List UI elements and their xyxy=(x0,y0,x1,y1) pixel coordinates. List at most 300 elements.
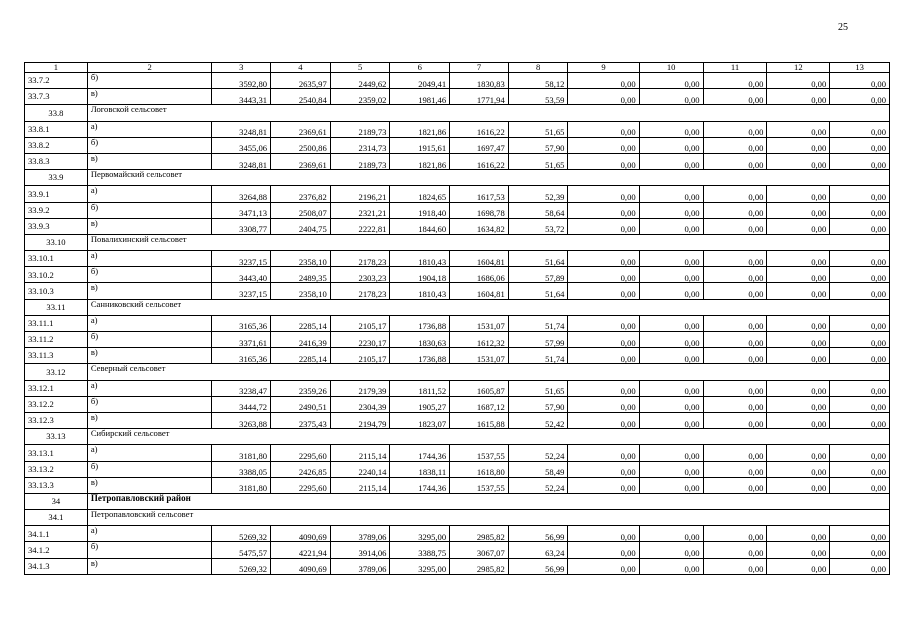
value-cell: 3789,06 xyxy=(330,558,390,574)
value-cell: 0,00 xyxy=(639,315,703,331)
value-cell: 1618,80 xyxy=(450,461,509,477)
value-cell: 0,00 xyxy=(568,526,639,542)
value-cell: 0,00 xyxy=(568,202,639,218)
value-cell: 1736,88 xyxy=(390,315,450,331)
value-cell: 0,00 xyxy=(568,542,639,558)
section-row xyxy=(25,510,890,526)
table-row xyxy=(25,558,890,574)
value-cell: 2369,61 xyxy=(271,153,331,169)
section-row xyxy=(25,493,890,509)
value-cell: 2358,10 xyxy=(271,283,331,299)
value-cell: 0,00 xyxy=(568,477,639,493)
value-cell: 0,00 xyxy=(830,348,890,364)
row-code: 33.7.2 xyxy=(25,73,88,89)
value-cell: 2490,51 xyxy=(271,396,331,412)
value-cell: 2416,39 xyxy=(271,332,331,348)
value-cell: 57,90 xyxy=(508,396,568,412)
value-cell: 2295,60 xyxy=(271,445,331,461)
value-cell: 0,00 xyxy=(703,251,767,267)
value-cell: 0,00 xyxy=(639,412,703,428)
value-cell: 3443,40 xyxy=(212,267,271,283)
value-cell: 0,00 xyxy=(703,73,767,89)
value-cell: 0,00 xyxy=(767,542,830,558)
value-cell: 0,00 xyxy=(767,186,830,202)
section-code: 33.9 xyxy=(25,170,88,186)
value-cell: 0,00 xyxy=(767,267,830,283)
row-code: 33.9.1 xyxy=(25,186,88,202)
value-cell: 3264,88 xyxy=(212,186,271,202)
column-header: 1 xyxy=(25,63,88,73)
value-cell: 4221,94 xyxy=(271,542,331,558)
value-cell: 0,00 xyxy=(639,461,703,477)
value-cell: 1537,55 xyxy=(450,445,509,461)
value-cell: 0,00 xyxy=(703,283,767,299)
value-cell: 1821,86 xyxy=(390,121,450,137)
value-cell: 3295,00 xyxy=(390,526,450,542)
section-code: 33.12 xyxy=(25,364,88,380)
value-cell: 1616,22 xyxy=(450,153,509,169)
value-cell: 1821,86 xyxy=(390,153,450,169)
value-cell: 3592,80 xyxy=(212,73,271,89)
value-cell: 0,00 xyxy=(830,526,890,542)
tariff-table xyxy=(24,62,890,575)
value-cell: 0,00 xyxy=(639,396,703,412)
row-variant: б) xyxy=(87,202,212,218)
row-variant: а) xyxy=(87,251,212,267)
value-cell: 0,00 xyxy=(568,218,639,234)
row-code: 33.12.1 xyxy=(25,380,88,396)
section-code: 33.13 xyxy=(25,429,88,445)
value-cell: 1824,65 xyxy=(390,186,450,202)
value-cell: 0,00 xyxy=(639,558,703,574)
value-cell: 0,00 xyxy=(830,445,890,461)
value-cell: 58,49 xyxy=(508,461,568,477)
value-cell: 0,00 xyxy=(568,267,639,283)
value-cell: 2295,60 xyxy=(271,477,331,493)
value-cell: 0,00 xyxy=(767,412,830,428)
row-code: 33.11.1 xyxy=(25,315,88,331)
column-header: 7 xyxy=(450,63,509,73)
value-cell: 1838,11 xyxy=(390,461,450,477)
value-cell: 0,00 xyxy=(767,558,830,574)
value-cell: 1612,32 xyxy=(450,332,509,348)
value-cell: 2304,39 xyxy=(330,396,390,412)
value-cell: 0,00 xyxy=(639,332,703,348)
value-cell: 0,00 xyxy=(767,445,830,461)
value-cell: 3181,80 xyxy=(212,445,271,461)
section-name: Санниковский сельсовет xyxy=(87,299,889,315)
value-cell: 2449,62 xyxy=(330,73,390,89)
value-cell: 0,00 xyxy=(703,348,767,364)
value-cell: 2049,41 xyxy=(390,73,450,89)
section-name: Первомайский сельсовет xyxy=(87,170,889,186)
column-header: 9 xyxy=(568,63,639,73)
row-code: 33.9.2 xyxy=(25,202,88,218)
value-cell: 3165,36 xyxy=(212,315,271,331)
value-cell: 0,00 xyxy=(703,461,767,477)
value-cell: 0,00 xyxy=(767,396,830,412)
row-variant: а) xyxy=(87,380,212,396)
column-header: 4 xyxy=(271,63,331,73)
section-row xyxy=(25,105,890,121)
row-variant: в) xyxy=(87,477,212,493)
value-cell: 0,00 xyxy=(568,412,639,428)
table-row xyxy=(25,251,890,267)
value-cell: 0,00 xyxy=(568,121,639,137)
row-variant: в) xyxy=(87,348,212,364)
value-cell: 3237,15 xyxy=(212,251,271,267)
value-cell: 0,00 xyxy=(830,332,890,348)
value-cell: 3165,36 xyxy=(212,348,271,364)
row-variant: б) xyxy=(87,332,212,348)
value-cell: 0,00 xyxy=(703,89,767,105)
value-cell: 1830,63 xyxy=(390,332,450,348)
value-cell: 0,00 xyxy=(830,542,890,558)
value-cell: 51,74 xyxy=(508,315,568,331)
value-cell: 0,00 xyxy=(830,267,890,283)
section-name: Петропавловский сельсовет xyxy=(87,510,889,526)
value-cell: 2115,14 xyxy=(330,477,390,493)
row-code: 33.8.3 xyxy=(25,153,88,169)
section-code: 34 xyxy=(25,493,88,509)
value-cell: 51,64 xyxy=(508,251,568,267)
value-cell: 0,00 xyxy=(767,218,830,234)
value-cell: 0,00 xyxy=(767,202,830,218)
value-cell: 5475,57 xyxy=(212,542,271,558)
value-cell: 3444,72 xyxy=(212,396,271,412)
value-cell: 1981,46 xyxy=(390,89,450,105)
value-cell: 1687,12 xyxy=(450,396,509,412)
value-cell: 0,00 xyxy=(703,267,767,283)
value-cell: 52,42 xyxy=(508,412,568,428)
value-cell: 0,00 xyxy=(767,477,830,493)
value-cell: 0,00 xyxy=(767,121,830,137)
value-cell: 2321,21 xyxy=(330,202,390,218)
value-cell: 2303,23 xyxy=(330,267,390,283)
column-header: 5 xyxy=(330,63,390,73)
value-cell: 2500,86 xyxy=(271,137,331,153)
value-cell: 51,65 xyxy=(508,121,568,137)
value-cell: 2222,81 xyxy=(330,218,390,234)
value-cell: 0,00 xyxy=(568,73,639,89)
page-number: 25 xyxy=(838,22,848,33)
value-cell: 0,00 xyxy=(568,251,639,267)
section-name: Сибирский сельсовет xyxy=(87,429,889,445)
table-row xyxy=(25,218,890,234)
section-row xyxy=(25,234,890,250)
row-variant: в) xyxy=(87,218,212,234)
row-variant: в) xyxy=(87,89,212,105)
value-cell: 0,00 xyxy=(830,396,890,412)
value-cell: 0,00 xyxy=(767,348,830,364)
row-variant: б) xyxy=(87,542,212,558)
section-code: 34.1 xyxy=(25,510,88,526)
column-header: 11 xyxy=(703,63,767,73)
value-cell: 1810,43 xyxy=(390,251,450,267)
value-cell: 58,12 xyxy=(508,73,568,89)
value-cell: 0,00 xyxy=(639,477,703,493)
value-cell: 0,00 xyxy=(568,461,639,477)
value-cell: 0,00 xyxy=(639,251,703,267)
value-cell: 3371,61 xyxy=(212,332,271,348)
value-cell: 5269,32 xyxy=(212,558,271,574)
value-cell: 0,00 xyxy=(767,526,830,542)
table-row xyxy=(25,332,890,348)
row-variant: а) xyxy=(87,315,212,331)
value-cell: 0,00 xyxy=(703,121,767,137)
value-cell: 2240,14 xyxy=(330,461,390,477)
value-cell: 1604,81 xyxy=(450,251,509,267)
value-cell: 52,24 xyxy=(508,477,568,493)
value-cell: 0,00 xyxy=(767,73,830,89)
value-cell: 2178,23 xyxy=(330,283,390,299)
value-cell: 0,00 xyxy=(568,283,639,299)
value-cell: 1605,87 xyxy=(450,380,509,396)
value-cell: 2985,82 xyxy=(450,558,509,574)
value-cell: 0,00 xyxy=(703,542,767,558)
value-cell: 1617,53 xyxy=(450,186,509,202)
value-cell: 57,99 xyxy=(508,332,568,348)
value-cell: 0,00 xyxy=(703,445,767,461)
row-variant: б) xyxy=(87,137,212,153)
value-cell: 0,00 xyxy=(767,153,830,169)
row-variant: в) xyxy=(87,283,212,299)
value-cell: 2540,84 xyxy=(271,89,331,105)
row-variant: в) xyxy=(87,153,212,169)
section-name: Логовской сельсовет xyxy=(87,105,889,121)
table-row xyxy=(25,348,890,364)
value-cell: 1616,22 xyxy=(450,121,509,137)
row-code: 33.11.2 xyxy=(25,332,88,348)
value-cell: 2230,17 xyxy=(330,332,390,348)
table-row xyxy=(25,153,890,169)
value-cell: 2189,73 xyxy=(330,121,390,137)
value-cell: 0,00 xyxy=(703,412,767,428)
value-cell: 0,00 xyxy=(568,445,639,461)
row-code: 33.12.3 xyxy=(25,412,88,428)
value-cell: 0,00 xyxy=(830,558,890,574)
value-cell: 0,00 xyxy=(639,121,703,137)
column-header: 10 xyxy=(639,63,703,73)
value-cell: 2404,75 xyxy=(271,218,331,234)
value-cell: 1905,27 xyxy=(390,396,450,412)
value-cell: 1615,88 xyxy=(450,412,509,428)
value-cell: 1634,82 xyxy=(450,218,509,234)
value-cell: 0,00 xyxy=(639,348,703,364)
value-cell: 0,00 xyxy=(703,396,767,412)
value-cell: 2375,43 xyxy=(271,412,331,428)
value-cell: 3471,13 xyxy=(212,202,271,218)
section-row xyxy=(25,364,890,380)
section-code: 33.11 xyxy=(25,299,88,315)
section-row xyxy=(25,429,890,445)
value-cell: 52,24 xyxy=(508,445,568,461)
value-cell: 0,00 xyxy=(639,283,703,299)
value-cell: 0,00 xyxy=(830,412,890,428)
value-cell: 0,00 xyxy=(703,315,767,331)
value-cell: 0,00 xyxy=(639,89,703,105)
row-code: 33.13.1 xyxy=(25,445,88,461)
row-variant: а) xyxy=(87,526,212,542)
value-cell: 53,72 xyxy=(508,218,568,234)
value-cell: 3181,80 xyxy=(212,477,271,493)
table-row xyxy=(25,186,890,202)
value-cell: 0,00 xyxy=(639,137,703,153)
value-cell: 0,00 xyxy=(568,348,639,364)
table-row xyxy=(25,89,890,105)
value-cell: 0,00 xyxy=(703,477,767,493)
value-cell: 1744,36 xyxy=(390,477,450,493)
value-cell: 0,00 xyxy=(703,153,767,169)
value-cell: 2179,39 xyxy=(330,380,390,396)
value-cell: 0,00 xyxy=(830,283,890,299)
value-cell: 3308,77 xyxy=(212,218,271,234)
column-header: 2 xyxy=(87,63,212,73)
value-cell: 1744,36 xyxy=(390,445,450,461)
value-cell: 0,00 xyxy=(767,283,830,299)
row-code: 33.13.2 xyxy=(25,461,88,477)
value-cell: 2985,82 xyxy=(450,526,509,542)
value-cell: 63,24 xyxy=(508,542,568,558)
value-cell: 2426,85 xyxy=(271,461,331,477)
value-cell: 0,00 xyxy=(830,477,890,493)
value-cell: 1771,94 xyxy=(450,89,509,105)
row-variant: а) xyxy=(87,445,212,461)
value-cell: 3248,81 xyxy=(212,121,271,137)
value-cell: 2189,73 xyxy=(330,153,390,169)
value-cell: 1736,88 xyxy=(390,348,450,364)
value-cell: 0,00 xyxy=(767,89,830,105)
value-cell: 51,65 xyxy=(508,380,568,396)
table-row xyxy=(25,412,890,428)
table-row xyxy=(25,526,890,542)
value-cell: 53,59 xyxy=(508,89,568,105)
value-cell: 0,00 xyxy=(830,89,890,105)
value-cell: 1823,07 xyxy=(390,412,450,428)
value-cell: 1537,55 xyxy=(450,477,509,493)
value-cell: 5269,32 xyxy=(212,526,271,542)
row-variant: б) xyxy=(87,396,212,412)
value-cell: 51,64 xyxy=(508,283,568,299)
value-cell: 0,00 xyxy=(639,218,703,234)
column-header: 6 xyxy=(390,63,450,73)
value-cell: 0,00 xyxy=(830,461,890,477)
value-cell: 0,00 xyxy=(767,380,830,396)
section-name: Петропавловский район xyxy=(87,493,889,509)
value-cell: 3238,47 xyxy=(212,380,271,396)
row-variant: б) xyxy=(87,461,212,477)
value-cell: 0,00 xyxy=(639,542,703,558)
value-cell: 3455,06 xyxy=(212,137,271,153)
value-cell: 1604,81 xyxy=(450,283,509,299)
row-variant: а) xyxy=(87,186,212,202)
row-code: 33.9.3 xyxy=(25,218,88,234)
value-cell: 0,00 xyxy=(830,137,890,153)
value-cell: 0,00 xyxy=(830,380,890,396)
row-variant: в) xyxy=(87,412,212,428)
value-cell: 0,00 xyxy=(703,218,767,234)
value-cell: 4090,69 xyxy=(271,558,331,574)
value-cell: 2196,21 xyxy=(330,186,390,202)
value-cell: 0,00 xyxy=(639,445,703,461)
value-cell: 2359,02 xyxy=(330,89,390,105)
value-cell: 0,00 xyxy=(639,153,703,169)
value-cell: 0,00 xyxy=(639,526,703,542)
value-cell: 57,90 xyxy=(508,137,568,153)
value-cell: 51,65 xyxy=(508,153,568,169)
table-row xyxy=(25,396,890,412)
value-cell: 2105,17 xyxy=(330,315,390,331)
row-code: 34.1.3 xyxy=(25,558,88,574)
value-cell: 2489,35 xyxy=(271,267,331,283)
table-row xyxy=(25,137,890,153)
value-cell: 2285,14 xyxy=(271,315,331,331)
value-cell: 1531,07 xyxy=(450,315,509,331)
value-cell: 0,00 xyxy=(703,186,767,202)
value-cell: 1918,40 xyxy=(390,202,450,218)
value-cell: 0,00 xyxy=(703,137,767,153)
value-cell: 2178,23 xyxy=(330,251,390,267)
value-cell: 0,00 xyxy=(830,218,890,234)
value-cell: 2635,97 xyxy=(271,73,331,89)
value-cell: 58,64 xyxy=(508,202,568,218)
section-name: Повалихинский сельсовет xyxy=(87,234,889,250)
value-cell: 0,00 xyxy=(568,380,639,396)
section-row xyxy=(25,170,890,186)
table-row xyxy=(25,73,890,89)
section-name: Северный сельсовет xyxy=(87,364,889,380)
value-cell: 1811,52 xyxy=(390,380,450,396)
value-cell: 1830,83 xyxy=(450,73,509,89)
section-row xyxy=(25,299,890,315)
column-header: 3 xyxy=(212,63,271,73)
row-code: 33.12.2 xyxy=(25,396,88,412)
value-cell: 0,00 xyxy=(767,137,830,153)
table-row xyxy=(25,315,890,331)
value-cell: 51,74 xyxy=(508,348,568,364)
value-cell: 0,00 xyxy=(703,332,767,348)
row-variant: б) xyxy=(87,73,212,89)
value-cell: 57,89 xyxy=(508,267,568,283)
value-cell: 2285,14 xyxy=(271,348,331,364)
row-code: 33.13.3 xyxy=(25,477,88,493)
value-cell: 2194,79 xyxy=(330,412,390,428)
value-cell: 0,00 xyxy=(830,153,890,169)
row-code: 33.10.2 xyxy=(25,267,88,283)
value-cell: 0,00 xyxy=(830,251,890,267)
row-code: 33.11.3 xyxy=(25,348,88,364)
value-cell: 0,00 xyxy=(568,137,639,153)
value-cell: 56,99 xyxy=(508,526,568,542)
table-row xyxy=(25,445,890,461)
value-cell: 0,00 xyxy=(767,461,830,477)
value-cell: 3914,06 xyxy=(330,542,390,558)
row-code: 33.10.3 xyxy=(25,283,88,299)
value-cell: 52,39 xyxy=(508,186,568,202)
value-cell: 0,00 xyxy=(830,73,890,89)
value-cell: 2359,26 xyxy=(271,380,331,396)
section-code: 33.10 xyxy=(25,234,88,250)
table-row xyxy=(25,477,890,493)
value-cell: 1698,78 xyxy=(450,202,509,218)
value-cell: 0,00 xyxy=(568,332,639,348)
value-cell: 2115,14 xyxy=(330,445,390,461)
value-cell: 3789,06 xyxy=(330,526,390,542)
header-row xyxy=(25,63,890,73)
value-cell: 0,00 xyxy=(830,202,890,218)
value-cell: 3388,05 xyxy=(212,461,271,477)
value-cell: 0,00 xyxy=(639,380,703,396)
